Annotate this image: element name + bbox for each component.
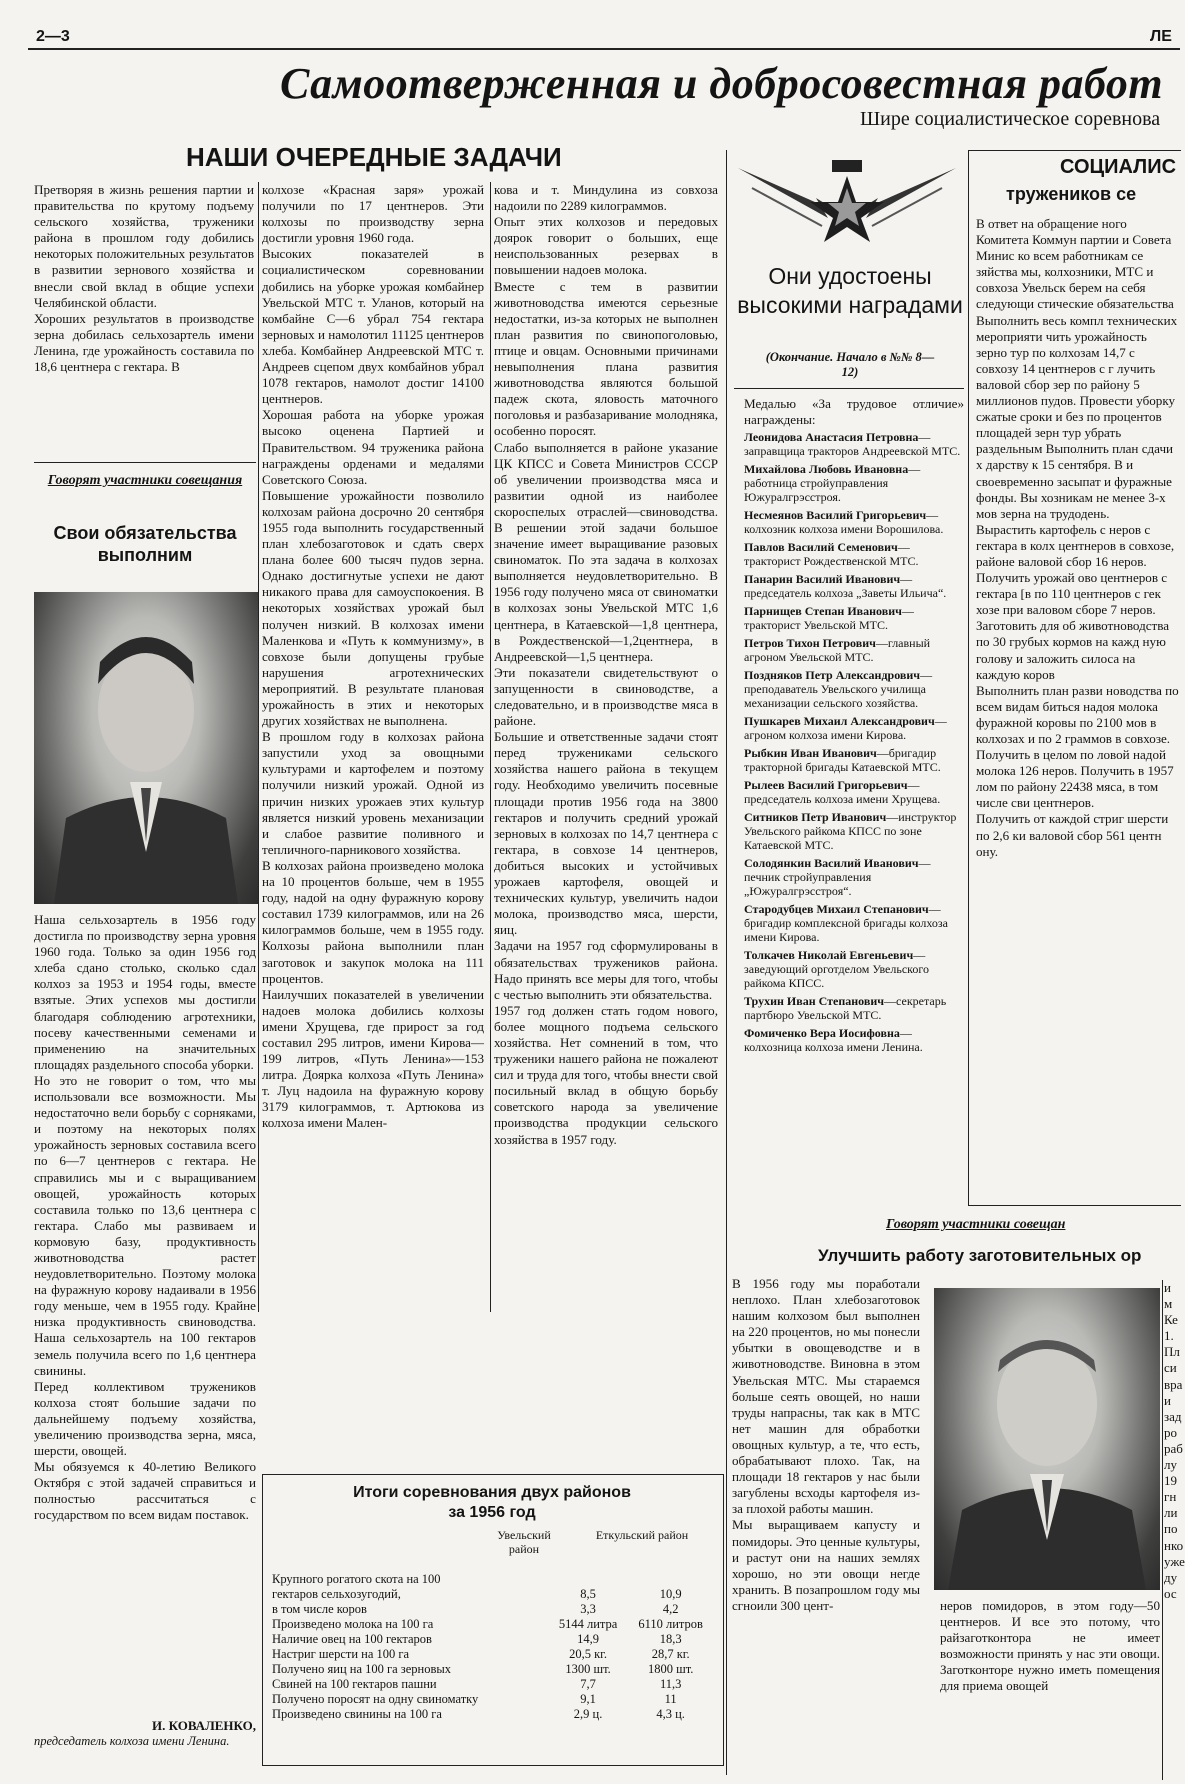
star-emblem — [732, 158, 962, 242]
table-row: Крупного рогатого скота на 100 — [272, 1572, 441, 1586]
portrait-photo-2 — [934, 1288, 1160, 1590]
section-rule — [734, 388, 964, 389]
page-headline: Самоотверженная и добросовестная работ — [280, 59, 1164, 108]
letter1-body: Наша сельхозартель в 1956 году достигла по производству зерна уровня 1960 года. Только за один 1956 год хлеба сдано столько, сколько сдал колхоз за 1953 и 1954 годы, вместе взятые. Этих успехов мы достигли благодаря соблюдению агротехники, посеву качественными семенами и применению на значительных площадях раздельного способа уборки. Но это не говорит о том, что мы использовали все возможности. Мы недостаточно вели борьбу с сорняками, и поэтому на некоторых полях урожайность зерновых составила всего по 6—7 центнеров с гектара. Не справились мы и с выращиванием овощей, урожайность которых составила только по 13,6 центнера с гектара. Слабо мы развиваем и кормовую базу, продуктивность животноводства растет неудовлетворительно. Поэтому молока на фуражную корову надаивали в 1956 году меньше, чем в 1955 году. Крайне низка продуктивность свиноводства. Наша сельхозартель на 100 гектаров земель получила всего по 1,6 центнера свинины. Перед коллективом тружеников колхоза стоят большие задачи по дальнейшему подъему хозяйства, увеличению производства зерна, мяса, шерсти, овощей. Мы обязуемся к 40-летию Великого Октября с этой задачей справиться и полностью рассчитаться с государством по всем видам поставок. — [34, 912, 256, 1523]
list-item: Михайлова Любовь Ивановна—работница стройуправления Южуралгрэсстроя. — [744, 462, 921, 504]
portrait-photo — [34, 592, 258, 904]
top-rule — [28, 48, 1180, 50]
list-item: Павлов Василий Семенович—тракторист Рождественской МТС. — [744, 540, 919, 568]
column-divider — [258, 182, 259, 1312]
table-row: Наличие овец на 100 гектаров 14,9 18,3 — [272, 1632, 682, 1646]
column-divider — [490, 182, 491, 1312]
list-item: Пушкарев Михаил Александрович—агроном колхоза имени Кирова. — [744, 714, 947, 742]
letter1-signature-role: председатель колхоза имени Ленина. — [34, 1734, 230, 1748]
list-item: Рыбкин Иван Иванович—бригадир тракторной бригады Катаевской МТС. — [744, 746, 941, 774]
column-divider — [1162, 1280, 1163, 1780]
corner-fragment: ЛЕ — [1150, 28, 1172, 45]
article-title: НАШИ ОЧЕРЕДНЫЕ ЗАДАЧИ — [186, 142, 562, 172]
letter2-title: Улучшить работу заготовительных ор — [818, 1246, 1142, 1265]
table-row: Произведено молока на 100 га 5144 литра 6110 литров — [272, 1617, 703, 1631]
list-item: Поздняков Петр Александрович—преподаватель Увельского училища механизации сельского хозяйства. — [744, 668, 933, 710]
letter1-title: Свои обязательства выполним — [53, 523, 237, 565]
letter1-kicker: Говорят участники совещания — [47, 473, 243, 488]
list-item: Леонидова Анастасия Петровна—заправщица тракторов Андреевской МТС. — [744, 430, 961, 458]
results-col-b-header: Еткульский район — [595, 1528, 689, 1542]
letter2-bottom: неров помидоров, в этом году—50 центнеров. И все это потому, что райзаготконтора не имеет возможности принять у нас эти овощи. Заготконторе нужно иметь помещения для приема овощей — [940, 1598, 1160, 1694]
letter2-body: В 1956 году мы поработали неплохо. План хлебозаготовок нашим колхозом был выполнен на 220 процентов, но мы понесли убытки в овощеводстве и в животноводстве. Виновна в этом Увельская МТС. Мы стараемся больше сеять овощей, но наши труды напрасны, так как в МТС нет машин для обработки овощных культур, а те, что есть, обрабатывают плохо. Так, на площади 18 гектаров у нас были загублены всходы картофеля из-за плохой работы машин. Мы выращиваем капусту и помидоры. Это ценные культуры, и растут они на наших землях хорошо, но эти овощи негде хранить. В позапрошлом году мы сгноили 300 цент- — [732, 1276, 920, 1613]
pledge-subtitle: тружеников се — [1006, 184, 1137, 204]
page-subheadline: Шире социалистическое соревнова — [860, 108, 1161, 130]
results-col-a-header: Увельский район — [497, 1528, 551, 1556]
list-item: Солодянкин Василий Иванович—печник стройуправления „Южуралгрэсстроя“. — [744, 856, 931, 898]
table-row: Получено поросят на одну свиноматку 9,1 11 — [272, 1692, 677, 1706]
column-divider — [726, 150, 727, 1775]
awards-title: Они удостоены высокими наградами — [737, 263, 963, 318]
table-row: Получено яиц на 100 га зерновых 1300 шт. 1800 шт. — [272, 1662, 694, 1676]
list-item: Панарин Василий Иванович—председатель колхоза „Заветы Ильича“. — [744, 572, 947, 600]
section-rule — [34, 462, 256, 463]
letter2-kicker: Говорят участники совещан — [886, 1217, 1066, 1232]
results-table-body — [272, 1572, 714, 1722]
article-column-3: кова и т. Миндулина из совхоза надоили по 2289 килограммов. Опыт этих колхозов и передовых доярок говорит о больших, еще неиспользованных резервах в повышении надоев молока. Вместе с тем в развитии животноводства имеются серьезные недостатки, из-за которых не выполнен план развития по свинопоголовью, птице и овцам. Основными причинами невыполнения плана развития животноводства являются большой падеж скота, яловость маточного поголовья и разбазаривание молодняка, особенно поросят. Слабо выполняется в районе указание ЦК КПСС и Совета Министров СССР об увеличении производства мяса и развитии одной из наиболее скороспелых отраслей—свиноводства. В решении этой задачи большое значение имеет выращивание разовых свиноматок. По эта задача в колхозах выполняется неудовлетворительно. В 1956 году получено мяса от свиноматки в колхозах зоны Увельской МТС 1,6 центнера, в Катаевской—1,8 центнера, в Рождественской—1,2центнера, в Андреевской—1,5 центнера. Эти показатели свидетельствуют о запущенности в свиноводстве, а следовательно, и в производстве мяса в районе. Большие и ответственные задачи стоят перед тружениками сельского хозяйства нашего района в текущем году. Необходимо увеличить посевные площади против 1956 года на 3800 гектаров и получить средний урожай зерновых в колхозах по 14,7 центнера с гектара, в совхозе 14 центнеров, добиться высоких и устойчивых урожаев картофеля, овощей и технических культур, увеличить надои молока, производство мяса, шерсти, яиц. Задачи на 1957 год сформулированы в обязательствах тружеников района. Надо принять все меры для того, чтобы с честью выполнить эти обязательства. 1957 год должен стать годом нового, более мощного подъема сельского хозяйства. Нет сомнений в том, что труженики нашего района не пожалеют сил и труда для того, чтобы внести свой посильный вклад в общую борьбу советского народа за увеличение производства продукции сельского хозяйства в 1957 году. — [494, 182, 718, 1147]
list-item: Трухин Иван Степанович—секретарь партбюро Увельской МТС. — [744, 994, 947, 1022]
list-item: Парнищев Степан Иванович— тракторист Увельской МТС. — [744, 604, 914, 632]
results-table-subtitle: за 1956 год — [448, 1504, 536, 1521]
awards-intro: Медалью «За трудовое отличие» награждены: — [744, 396, 964, 428]
table-row: в том числе коров 3,3 4,2 — [272, 1602, 679, 1616]
table-row: гектаров сельхозугодий, 8,5 10,9 — [272, 1587, 682, 1601]
table-row: Свиней на 100 гектаров пашни 7,7 11,3 — [272, 1677, 682, 1691]
list-item: Фомиченко Вера Иосифовна—колхозница колхоза имени Ленина. — [744, 1026, 923, 1054]
list-item: Толкачев Николай Евгеньевич—заведующий орготделом Увельского райкома КПСС. — [744, 948, 930, 990]
edge-fragments: и м Ке 1. Пл си вра и зад ро раб лу 19 гн ли по нко уже ду ос — [1164, 1280, 1185, 1601]
table-row: Настриг шерсти на 100 га 20,5 кг. 28,7 кг. — [272, 1647, 690, 1661]
awards-list — [744, 430, 962, 1058]
list-item: Стародубцев Михаил Степанович—бригадир комплексной бригады колхоза имени Кирова. — [744, 902, 948, 944]
table-row: Произведено свинины на 100 га 2,9 ц. 4,3 ц. — [272, 1707, 685, 1721]
letter1-signature: И. КОВАЛЕНКО, — [152, 1718, 256, 1733]
list-item: Несмеянов Василий Григорьевич—колхозник колхоза имени Ворошилова. — [744, 508, 944, 536]
pledge-body: В ответ на обращение ного Комитета Коммун партии и Совета Минис ко всем работникам се зяйства мы, колхозники, МТС и совхоза Увельск берем на себя следующи стические обязательства Выполнить весь компл технических мероприяти чить урожайность зерно тур по колхозам 14,7 с совхозу 14 центнеров с г лучить валовой сбор зер по району 5 миллионов пудов. Провести уборку сжатые сроки и без по процентов площадей зерн тур убрать раздельным Выполнить план сдачи х дарству к 15 сентября. В и своевременно засыпат и фуражные фонды. Вы хозникам не менее 3-х мов зерна на трудодень. Вырастить картофель с неров с гектара в колх центнеров в совхозе, районе валовой сбор 16 неров. Получить урожай ово центнеров с гектара [в по 110 центнеров с гек хозе при валовом сборе 7 неров. Заготовить для об животноводства по 30 грубых кормов на кажд ную голову и заложить силоса на каждую коров Выполнить план разви новодства по всем видам биться надоя молока фуражной коровы по 2100 мов в колхозах и по 2 граммов в совхозе. Получить в целом по ловой надой молока 126 неров. Получить в 1957 лом по району 22438 мяса, в том числе сви центнеров. Получить от каждой стриг шерсти по 2,6 ки валовой сбор 561 центн ону. — [976, 216, 1179, 859]
article-column-2: колхозе «Красная заря» урожай получили по 17 центнеров. Эти колхозы по производству зерна достигли уровня 1960 года. Высоких показателей в социалистическом соревновании добились на уборке урожая комбайнер Увельской МТС т. Уланов, который на комбайне С—6 убрал 754 гектара зерновых и намолотил 11125 центнеров хлеба. Комбайнер Андреевской МТС т. Андреев сцепом двух комбайнов убрал 1078 гектаров, намолот достиг 14100 центнеров. Хорошая работа на уборке урожая высоко оценена Партией и Правительством. 94 труженика района награждены орденами и медалями Советского Союза. Повышение урожайности позволило колхозам района досрочно 20 сентября 1955 года выполнить государственный план хлебозаготовок и сдать сверх плана более 600 тысяч пудов зерна. Однако достигнутые успехи не дают никакого права для самоуспокоения. В некоторых хозяйствах урожай был получен низкий. В колхозах имени Маленкова и «Путь к коммунизму», в совхозе были допущены грубые нарушения агротехнических мероприятий. В результате плановая урожайность в этих и некоторых других хозяйствах не выполнена. В прошлом году в колхозах района запустили уход за овощными культурами и картофелем и поэтому получили низкий урожай. Одной из причин низких урожаев этих культур является низкий уровень механизации и слабое развитие поливного и тепличного-парникового хозяйства. В колхозах района произведено молока на 10 процентов больше, чем в 1955 году, надой на одну фуражную корову составил 1739 килограммов, или на 26 килограммов больше, чем в 1955 году. Колхозы района выполнили план заготовок и закупок молока на 111 процентов. Наилучших показателей в увеличении надоев молока добились колхозы имени Хрущева, где прирост за год составил 295 литров, имени Кирова—199 литров, «Путь Ленина»—153 литра. Доярка колхоза «Путь Ленина» т. Луц надоила на фуражную корову 3179 килограммов, т. Артюкова из колхоза имени Мален- — [262, 182, 484, 1131]
list-item: Петров Тихон Петрович—главный агроном Увельской МТС. — [744, 636, 931, 664]
list-item: Ситников Петр Иванович—инструктор Увельского райкома КПСС по зоне Катаевской МТС. — [744, 810, 957, 852]
results-table-title: Итоги соревнования двух районов — [353, 1484, 631, 1501]
article-column-1: Претворяя в жизнь решения партии и правительства по крутому подъему сельского хозяйства, труженики района в прошлом году добились некоторых положительных результатов в развитии зернового хозяйства и внесли свой вклад в общие успехи Челябинской области. Хороших результатов в производстве зерна добилась сельхозартель имени Ленина, где урожайность составила по 18,6 центнера с гектара. В — [34, 182, 254, 375]
list-item: Рылеев Василий Григорьевич—председатель колхоза имени Хрущева. — [744, 778, 941, 806]
page-number: 2—3 — [36, 28, 70, 45]
pledge-title: СОЦИАЛИС — [1060, 156, 1177, 178]
awards-note: (Окончание. Начало в №№ 8—12) — [765, 350, 935, 379]
